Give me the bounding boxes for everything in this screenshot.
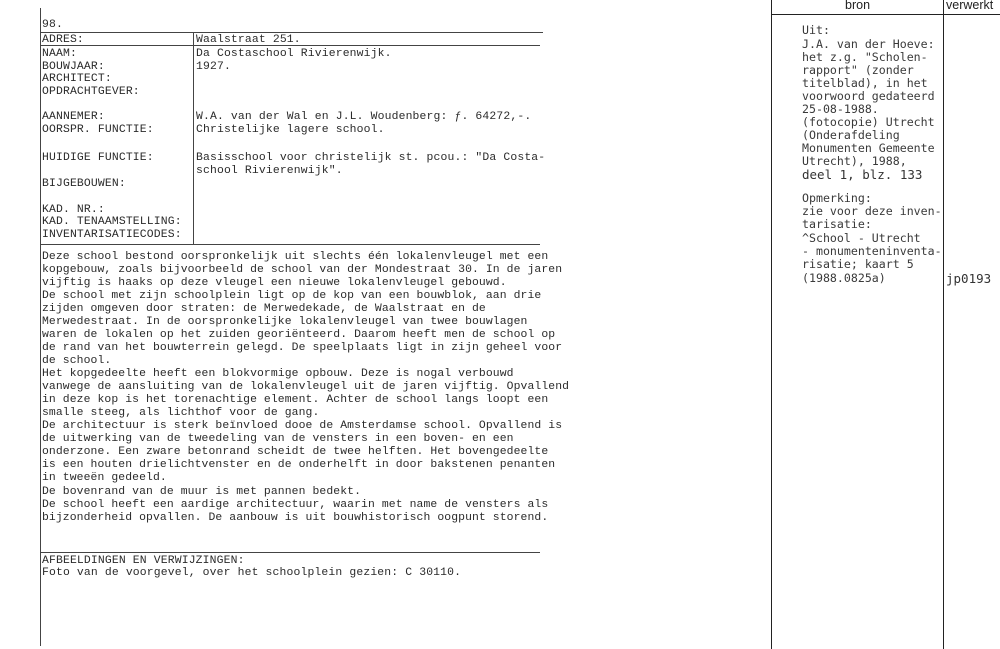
description-line: De school heeft een aardige architectuur, waarin met name de vensters als: [42, 499, 549, 511]
value-aannemer: W.A. van der Wal en J.L. Woudenberg: ƒ. 64272,-.: [196, 111, 532, 123]
label-value-divider: [193, 33, 194, 245]
source-line: J.A. van der Hoeve:: [802, 37, 935, 51]
description-line: onderzone. Een zware betonrand scheidt de twee helften. Het bovengedeelte: [42, 446, 549, 458]
source-line: (fotocopie) Utrecht: [802, 115, 935, 129]
label-architect: ARCHITECT:: [42, 73, 112, 85]
description-line: De bovenrand van de muur is met pannen bedekt.: [42, 486, 362, 498]
description-line: de uitwerking van de tweedeling van de vensters in een boven- en een: [42, 433, 514, 445]
source-line: het z.g. "Scholen-: [802, 50, 928, 64]
label-oorspr-functie: OORSPR. FUNCTIE:: [42, 124, 154, 136]
value-adres: Waalstraat 251.: [196, 34, 301, 46]
record-number: 98.: [42, 19, 63, 31]
label-aannemer: AANNEMER:: [42, 111, 105, 123]
illustrations-rule: [40, 552, 540, 553]
source-line: rapport" (zonder: [802, 63, 914, 77]
source-line: titelblad), in het: [802, 76, 928, 90]
description-line: zijden omgeven door straten: de Merwedekade, de Waalstraat en de: [42, 303, 486, 315]
description-line: Merwedestraat. In de oorspronkelijke lokalenvleugel van twee bouwlagen: [42, 316, 528, 328]
description-line: De school met zijn schoolplein ligt op de kop van een bouwblok, aan drie: [42, 290, 542, 302]
processed-code: jp0193: [946, 271, 992, 286]
label-huidige-functie: HUIDIGE FUNCTIE:: [42, 152, 154, 164]
label-opdrachtgever: OPDRACHTGEVER:: [42, 86, 140, 98]
value-naam: Da Costaschool Rivierenwijk.: [196, 48, 392, 60]
label-bouwjaar: BOUWJAAR:: [42, 61, 105, 73]
source-line: (Onderafdeling: [802, 128, 900, 142]
remark-line: risatie; kaart 5: [802, 257, 914, 271]
remark-line: ^School - Utrecht: [802, 231, 921, 245]
description-line: vanwege de aansluiting van de lokalenvleugel uit de jaren vijftig. Opvallend: [42, 381, 570, 393]
source-line: Utrecht), 1988,: [802, 154, 907, 168]
description-line: kopgebouw, zoals bijvoorbeeld de school van der Mondestraat 30. In de jaren: [42, 264, 563, 276]
description-line: Het kopgedeelte heeft een blokvormige opbouw. Deze is nogal verbouwd: [42, 368, 514, 380]
source-line: 25-08-1988.: [802, 102, 879, 116]
source-line: voorwoord gedateerd: [802, 89, 935, 103]
source-line-handwritten: deel 1, blz. 133: [802, 167, 923, 182]
remark-line: tarisatie:: [802, 217, 872, 231]
bron-header: bron: [845, 0, 871, 12]
label-inventarisatiecodes: INVENTARISATIECODES:: [42, 229, 182, 241]
verwerkt-header: verwerkt: [946, 0, 994, 12]
remark-line: (1988.0825a): [802, 271, 886, 285]
side-panel-left-rule: [771, 0, 772, 649]
source-line: Monumenten Gemeente: [802, 141, 935, 155]
side-panel-divider: [943, 0, 944, 649]
remark-line: zie voor deze inven-: [802, 204, 942, 218]
illustrations-text: Foto van de voorgevel, over het schoolplein gezien: C 30110.: [42, 567, 462, 579]
description-line: vijftig is haaks op deze vleugel een nieuwe lokalenvleugel gebouwd.: [42, 277, 507, 289]
description-line: in deze kop is het torenachtige element. Achter de school langs loopt een: [42, 394, 549, 406]
source-line: Uit:: [802, 23, 830, 37]
description-line: de rand van het bouwterrein gelegd. De speelplaats ligt in zijn geheel voor: [42, 342, 563, 354]
description-line: de school.: [42, 355, 112, 367]
description-line: smalle steeg, als lichthof voor de gang.: [42, 407, 320, 419]
label-kad-tenaamstelling: KAD. TENAAMSTELLING:: [42, 216, 182, 228]
description-line: De architectuur is sterk beïnvloed dooe de Amsterdamse school. Opvallend is: [42, 420, 563, 432]
label-bijgebouwen: BIJGEBOUWEN:: [42, 178, 126, 190]
left-margin-rule: [40, 8, 41, 646]
description-line: Deze school bestond oorspronkelijk uit slechts één lokalenvleugel met een: [42, 251, 549, 263]
value-oorspr-functie: Christelijke lagere school.: [196, 124, 385, 136]
remark-line: - monumenteninventa-: [802, 244, 942, 258]
remark-line: Opmerking:: [802, 191, 872, 205]
description-line: in tweeën gedeeld.: [42, 472, 167, 484]
label-naam: NAAM:: [42, 48, 77, 60]
label-kad-nr: KAD. NR.:: [42, 204, 105, 216]
value-bouwjaar: 1927.: [196, 61, 231, 73]
value-huidige-functie-line-2: school Rivierenwijk".: [196, 165, 343, 177]
illustrations-heading: AFBEELDINGEN EN VERWIJZINGEN:: [42, 555, 245, 567]
header-fields-rule: [40, 244, 540, 245]
value-huidige-functie-line-1: Basisschool voor christelijk st. pcou.: "Da Costa-: [196, 152, 546, 164]
description-line: bijzonderheid opvallen. De aanbouw is uit bouwhistorisch oogpunt storend.: [42, 512, 549, 524]
label-adres: ADRES:: [42, 34, 84, 46]
top-rule: [40, 32, 543, 33]
description-line: is een houten drielichtvenster en de onderhelft in door bakstenen penanten: [42, 459, 556, 471]
side-panel-header-rule: [771, 14, 1000, 15]
description-line: waren de lokalen op het zuiden georiënteerd. Daarom heeft men de school op: [42, 329, 556, 341]
